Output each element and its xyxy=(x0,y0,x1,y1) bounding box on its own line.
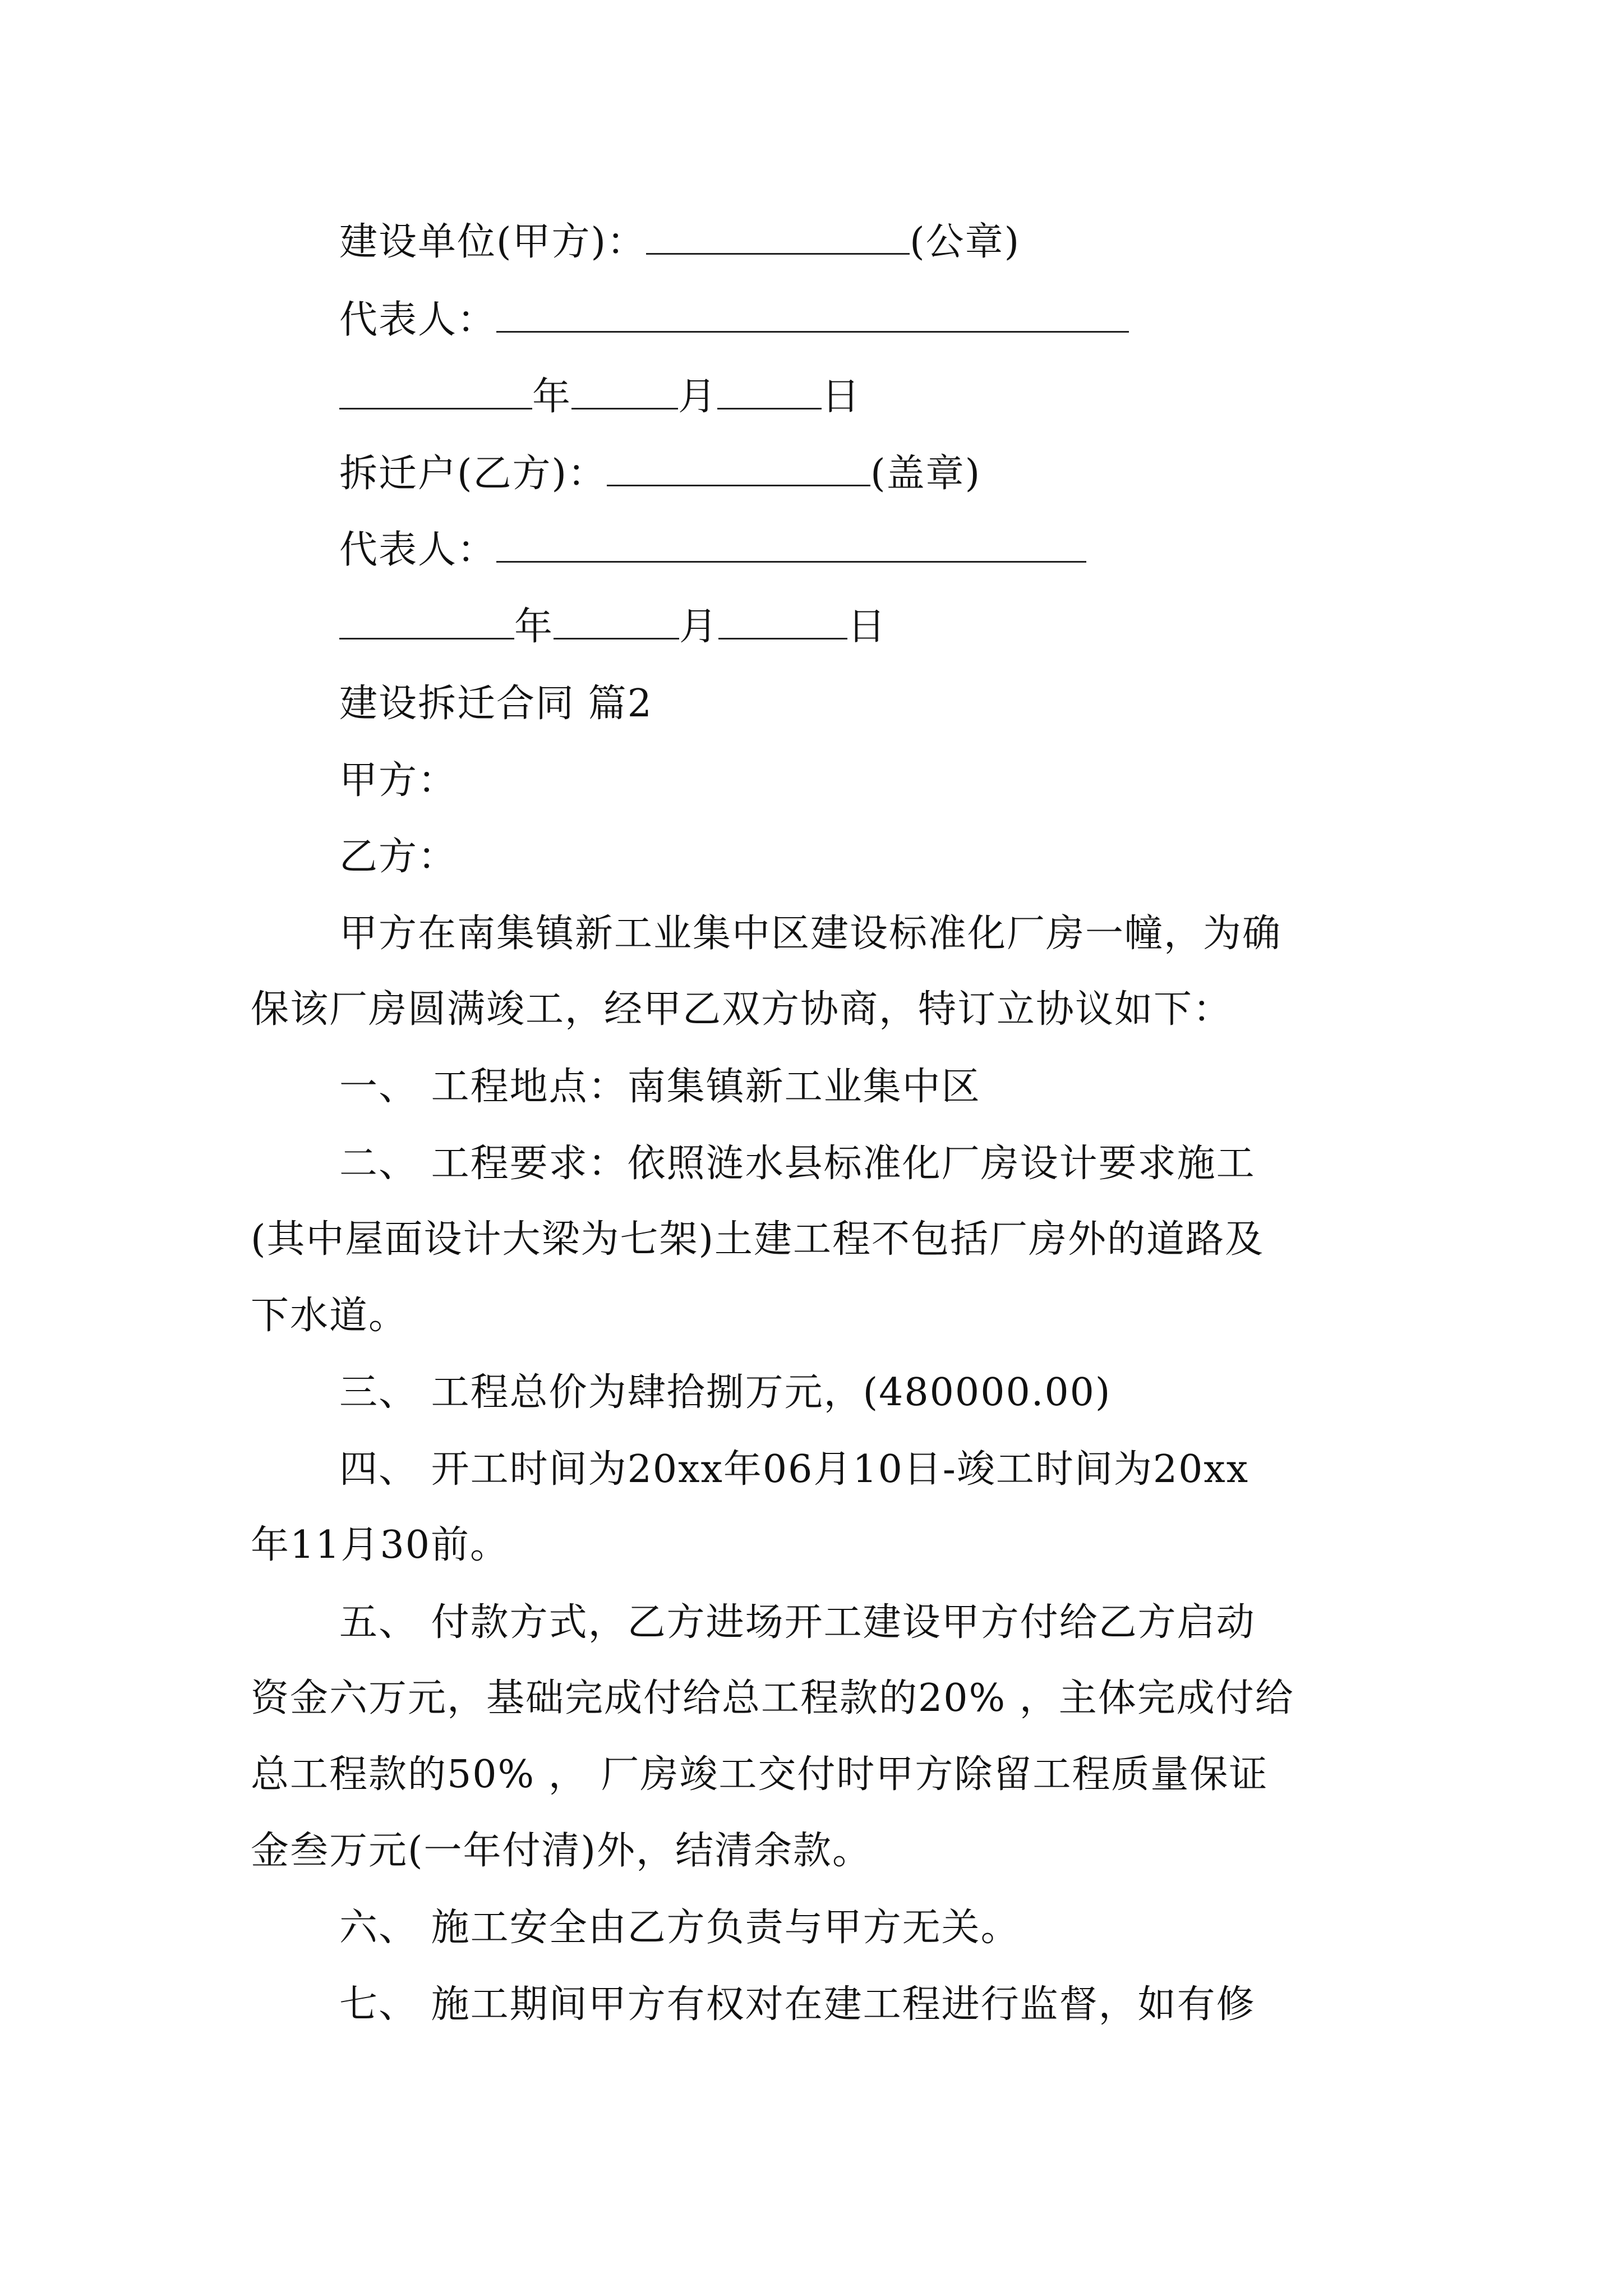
party-b-blank xyxy=(607,450,870,486)
section-title: 建设拆迁合同 篇2 xyxy=(339,682,653,726)
month-blank-2 xyxy=(554,603,679,639)
day-label-2: 日 xyxy=(847,605,887,649)
party-a-blank xyxy=(646,218,910,255)
representative-line-2 xyxy=(339,522,1086,578)
party-a-label: 建设单位(甲方)： xyxy=(339,220,647,264)
year-label-1: 年 xyxy=(532,375,572,419)
party-b-signature-line xyxy=(339,446,981,502)
intro-line-2: 保该厂房圆满竣工，经甲乙双方协商，特订立协议如下： xyxy=(251,987,1233,1032)
clause-2-line-2: (其中屋面设计大梁为七架)土建工程不包括厂房外的道路及 xyxy=(251,1217,1265,1262)
representative-label-2: 代表人： xyxy=(339,528,497,572)
month-label-2: 月 xyxy=(679,605,719,649)
year-label-2: 年 xyxy=(514,605,554,649)
clause-5-line-2: 资金六万元，基础完成付给总工程款的20% ，主体完成付给 xyxy=(251,1676,1294,1720)
year-blank-1 xyxy=(339,373,532,409)
date-line-2 xyxy=(339,599,887,655)
party-a-line: 甲方： xyxy=(339,758,458,803)
party-b-line: 乙方： xyxy=(339,835,458,879)
clause-5-line-1: 五、 付款方式，乙方进场开工建设甲方付给乙方启动 xyxy=(339,1600,1256,1645)
party-a-signature-line xyxy=(339,214,1020,270)
clause-4-line-1: 四、 开工时间为20xx年06月10日-竣工时间为20xx xyxy=(339,1447,1249,1492)
party-b-label: 拆迁户(乙方)： xyxy=(339,452,607,496)
day-label-1: 日 xyxy=(822,375,861,419)
representative-line-1 xyxy=(339,292,1129,348)
party-b-seal: (盖章) xyxy=(870,452,981,496)
representative-blank-2 xyxy=(496,526,1086,563)
month-label-1: 月 xyxy=(678,375,718,419)
day-blank-1 xyxy=(717,373,822,409)
intro-line-1: 甲方在南集镇新工业集中区建设标准化厂房一幢，为确 xyxy=(339,912,1282,956)
representative-label-1: 代表人： xyxy=(339,298,497,342)
clause-2-line-1: 二、 工程要求：依照涟水县标准化厂房设计要求施工 xyxy=(339,1142,1256,1186)
representative-blank-1 xyxy=(496,296,1129,333)
clause-4-line-2: 年11月30前。 xyxy=(251,1523,510,1567)
clause-5-line-4: 金叁万元(一年付清)外，结清余款。 xyxy=(251,1829,872,1873)
party-a-seal: (公章) xyxy=(910,220,1021,264)
clause-2-line-3: 下水道。 xyxy=(251,1294,408,1338)
clause-3: 三、 工程总价为肆拾捌万元，(480000.00) xyxy=(339,1370,1112,1415)
clause-1: 一、 工程地点：南集镇新工业集中区 xyxy=(339,1065,981,1109)
clause-7-line-1: 七、 施工期间甲方有权对在建工程进行监督，如有修 xyxy=(339,1982,1256,2027)
month-blank-1 xyxy=(571,373,678,409)
day-blank-2 xyxy=(718,603,847,639)
clause-5-line-3: 总工程款的50% ， 厂房竣工交付时甲方除留工程质量保证 xyxy=(251,1752,1269,1797)
year-blank-2 xyxy=(339,603,514,639)
clause-6: 六、 施工安全由乙方负责与甲方无关。 xyxy=(339,1906,1020,1950)
date-line-1 xyxy=(339,369,861,425)
